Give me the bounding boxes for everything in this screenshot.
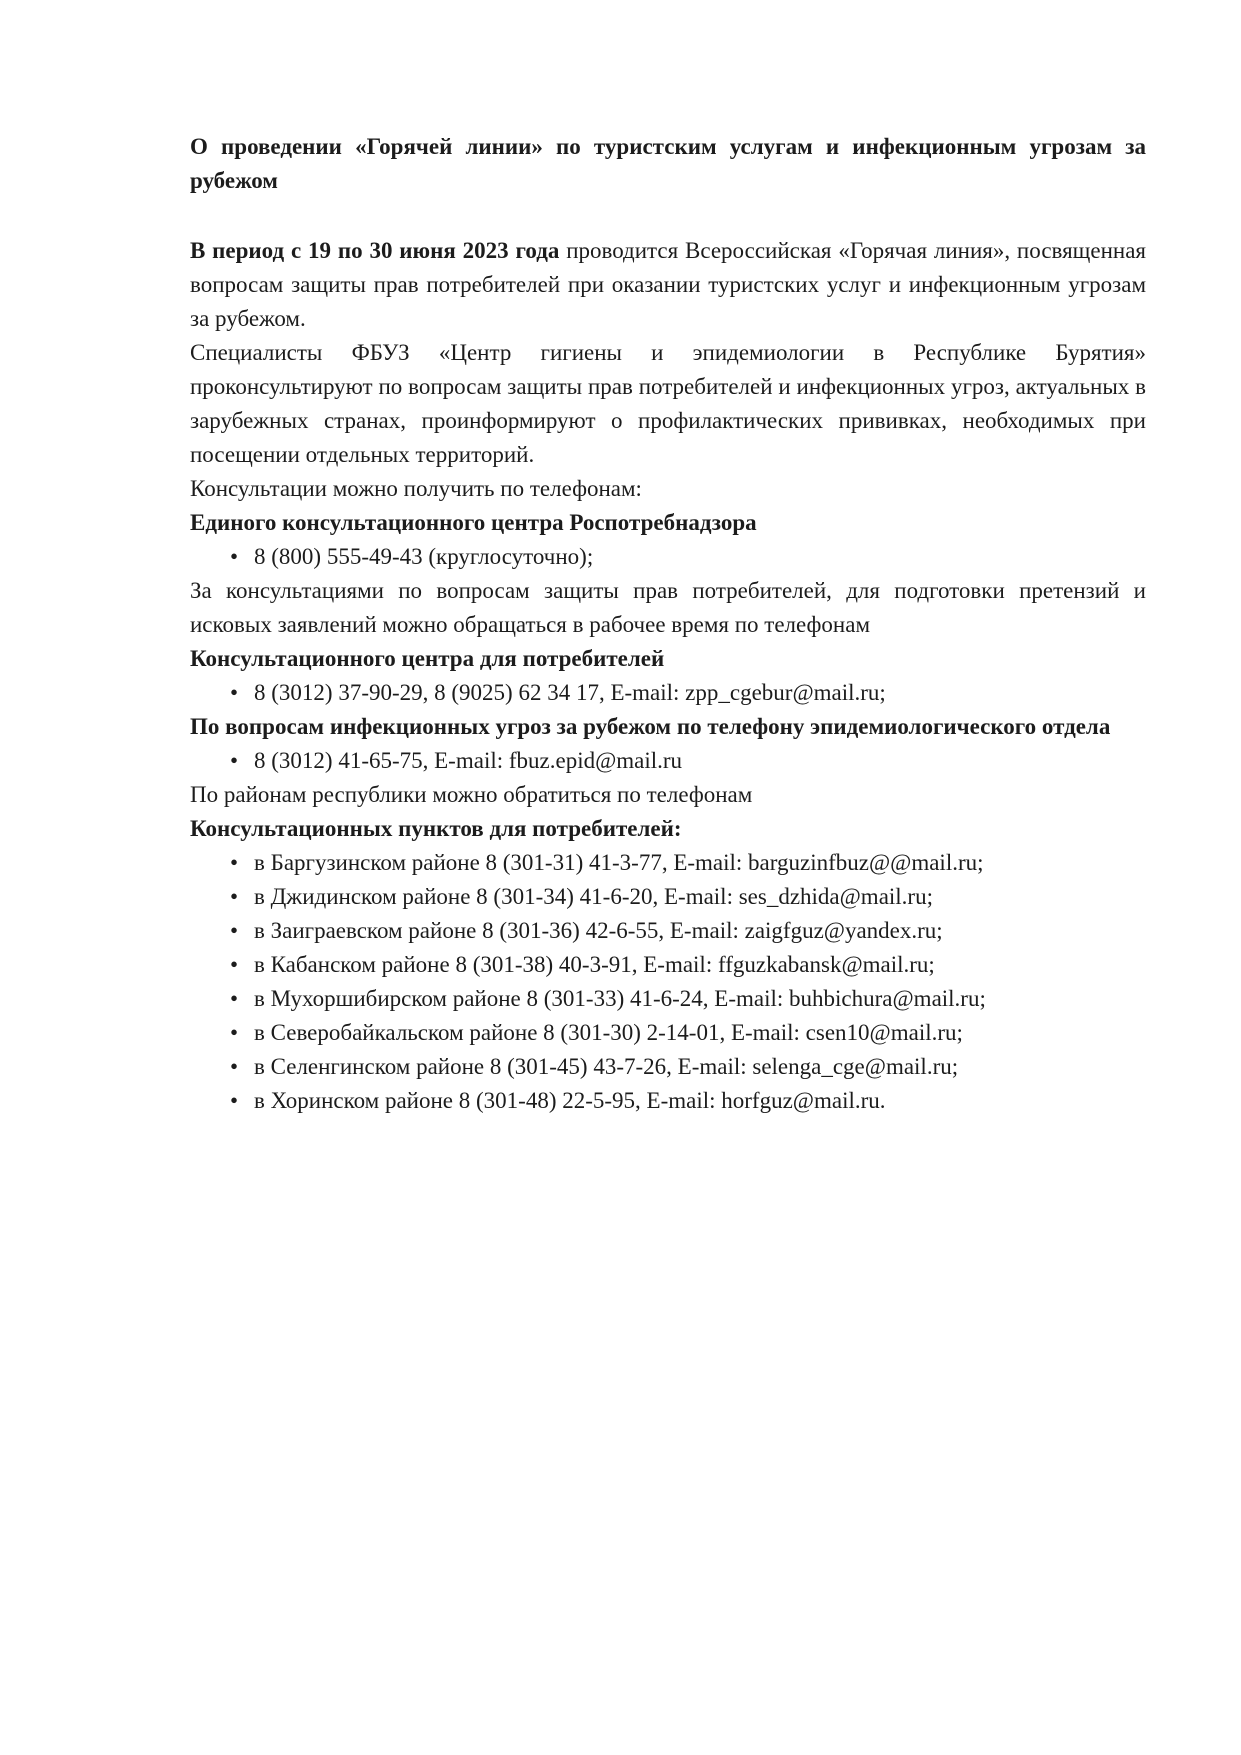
list-item: • в Хоринском районе 8 (301-48) 22-5-95, E-mail: horfguz@mail.ru. xyxy=(224,1084,1146,1118)
unified-center-heading: Единого консультационного центра Роспотребнадзора xyxy=(190,510,757,535)
list-item: • 8 (3012) 37-90-29, 8 (9025) 62 34 17, E-mail: zpp_cgebur@mail.ru; xyxy=(224,676,1146,710)
list-item: • 8 (800) 555-49-43 (круглосуточно); xyxy=(224,540,1146,574)
list-item: • в Заиграевском районе 8 (301-36) 42-6-55, E-mail: zaigfguz@yandex.ru; xyxy=(224,914,1146,948)
specialists-paragraph: Специалисты ФБУЗ «Центр гигиены и эпидемиологии в Республике Бурятия» проконсультируют по вопросам защиты прав потребителей и инфекционных угроз, актуальных в зарубежных странах, проинформируют о профилактических прививках, необходимых при посещении отдельных территорий. xyxy=(190,340,1146,467)
list-item: • в Северобайкальском районе 8 (301-30) 2-14-01, E-mail: csen10@mail.ru; xyxy=(224,1016,1146,1050)
bullet-icon: • xyxy=(229,986,239,1011)
consumer-rights-paragraph: За консультациями по вопросам защиты прав потребителей, для подготовки претензий и исковых заявлений можно обращаться в рабочее время по телефонам xyxy=(190,578,1146,637)
districts-text: По районам республики можно обратиться по телефонам xyxy=(190,782,753,807)
consult-points-list xyxy=(190,846,1146,1118)
list-item: • в Баргузинском районе 8 (301-31) 41-3-77, E-mail: barguzinfbuz@@mail.ru; xyxy=(224,846,1146,880)
infection-heading: По вопросам инфекционных угроз за рубежом по телефону эпидемиологического отдела xyxy=(190,714,1111,739)
bullet-icon: • xyxy=(229,748,239,773)
list-item: • в Кабанском районе 8 (301-38) 40-3-91, E-mail: ffguzkabansk@mail.ru; xyxy=(224,948,1146,982)
consult-points-heading: Консультационных пунктов для потребителей: xyxy=(190,816,682,841)
document-page xyxy=(190,130,1146,1118)
bullet-icon: • xyxy=(229,850,239,875)
bullet-icon: • xyxy=(229,918,239,943)
intro-paragraph xyxy=(190,234,1146,336)
unified-center-list xyxy=(190,540,1146,574)
bullet-icon: • xyxy=(229,680,239,705)
list-item: • в Селенгинском районе 8 (301-45) 43-7-26, E-mail: selenga_cge@mail.ru; xyxy=(224,1050,1146,1084)
bullet-icon: • xyxy=(229,1020,239,1045)
list-item: • 8 (3012) 41-65-75, E-mail: fbuz.epid@mail.ru xyxy=(224,744,1146,778)
consumer-center-heading: Консультационного центра для потребителей xyxy=(190,646,665,671)
bullet-icon: • xyxy=(229,544,239,569)
list-item: • в Мухоршибирском районе 8 (301-33) 41-6-24, E-mail: buhbichura@mail.ru; xyxy=(224,982,1146,1016)
document-title: О проведении «Горячей линии» по туристским услугам и инфекционным угрозам за рубежом xyxy=(190,134,1146,193)
bullet-icon: • xyxy=(229,1054,239,1079)
intro-text: проводится Всероссийская «Горячая линия», посвященная вопросам защиты прав потребителей при оказании туристских услуг и инфекционным угрозам за рубежом. xyxy=(190,238,1146,331)
bullet-icon: • xyxy=(229,1088,239,1113)
intro-period: В период с 19 по 30 июня 2023 года xyxy=(190,238,560,263)
list-item: • в Джидинском районе 8 (301-34) 41-6-20, E-mail: ses_dzhida@mail.ru; xyxy=(224,880,1146,914)
infection-list xyxy=(190,744,1146,778)
bullet-icon: • xyxy=(229,952,239,977)
consumer-center-list xyxy=(190,676,1146,710)
bullet-icon: • xyxy=(229,884,239,909)
consult-phones-text: Консультации можно получить по телефонам: xyxy=(190,476,642,501)
